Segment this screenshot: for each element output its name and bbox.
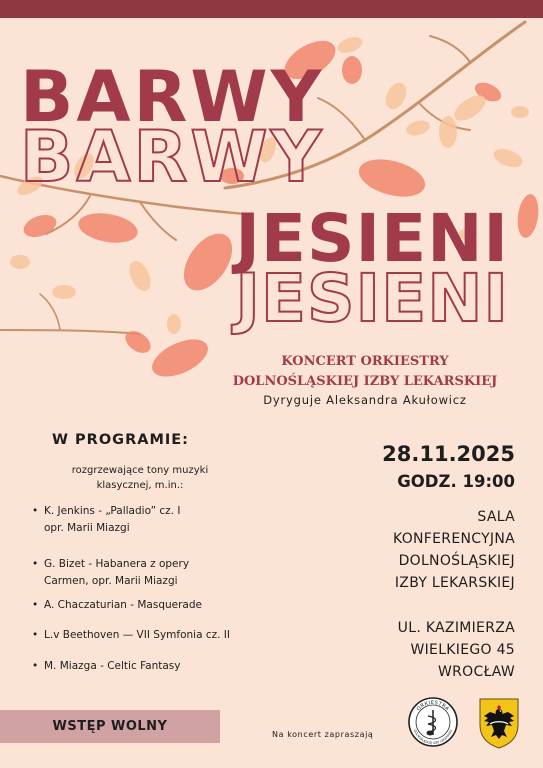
concert-line-2: DOLNOŚLĄSKIEJ IZBY LEKARSKIEJ — [232, 374, 498, 389]
invite-text: Na koncert zapraszają — [272, 730, 374, 739]
title-word-jesieni: JESIENI — [235, 200, 509, 277]
conductor-line: Dyryguje Aleksandra Akułowicz — [263, 393, 467, 407]
program-item — [30, 503, 270, 537]
program-heading: W PROGRAMIE: — [52, 432, 189, 448]
title-word-barwy: BARWY — [20, 56, 325, 138]
program-item-line-1: • M. Miazga - Celtic Fantasy — [44, 660, 181, 672]
venue-block — [275, 506, 515, 594]
venue-line: IZBY LEKARSKIEJ — [394, 575, 515, 591]
program-item-line-2: Carmen, opr. Marii Miazgi — [44, 575, 178, 587]
venue-line: SALA — [477, 509, 515, 525]
address-block — [275, 617, 515, 683]
address-line: WROCŁAW — [438, 664, 515, 680]
venue-line: DOLNOŚLĄSKIEJ — [398, 553, 515, 569]
title-word-barwy-outline: BARWY — [20, 116, 325, 198]
program-intro-line-2: klasycznej, m.in.: — [96, 480, 184, 491]
title-word-jesieni-outline: JESIENI — [235, 260, 509, 337]
program-intro — [40, 463, 240, 493]
program-item — [30, 597, 270, 614]
free-entry-banner — [0, 710, 220, 743]
silesian-eagle-coat-of-arms — [478, 697, 520, 749]
program-item-line-1: • A. Chaczaturian - Masquerade — [44, 599, 202, 611]
venue-line: KONFERENCYJNA — [392, 531, 515, 547]
program-intro-line-1: rozgrzewające tony muzyki — [71, 465, 209, 476]
program-item-line-1: • K. Jenkins - „Palladio” cz. I — [44, 505, 181, 517]
program-item-line-1: • L.v Beethoven — VII Symfonia cz. II — [44, 629, 231, 641]
program-item — [30, 627, 270, 644]
concert-line-1: KONCERT ORKIESTRY — [281, 354, 449, 369]
program-item-line-1: • G. Bizet - Habanera z opery — [44, 558, 190, 570]
concert-heading — [200, 352, 530, 392]
event-date: 28.11.2025 — [382, 442, 515, 466]
program-item-line-2: opr. Marii Miazgi — [44, 522, 130, 534]
seal-bottom-text: DOLNOŚLĄSKIEJ IZBY LEKARSKIEJ — [412, 729, 454, 746]
address-line: UL. KAZIMIERZA — [397, 620, 515, 636]
event-time: GODZ. 19:00 — [397, 472, 515, 491]
seal-top-text: ORKIESTRA — [415, 699, 451, 713]
program-item — [30, 556, 270, 590]
program-item — [30, 658, 270, 675]
free-entry-label: WSTĘP WOLNY — [52, 719, 168, 734]
address-line: WIELKIEGO 45 — [410, 642, 515, 658]
orchestra-seal-logo — [407, 696, 459, 748]
